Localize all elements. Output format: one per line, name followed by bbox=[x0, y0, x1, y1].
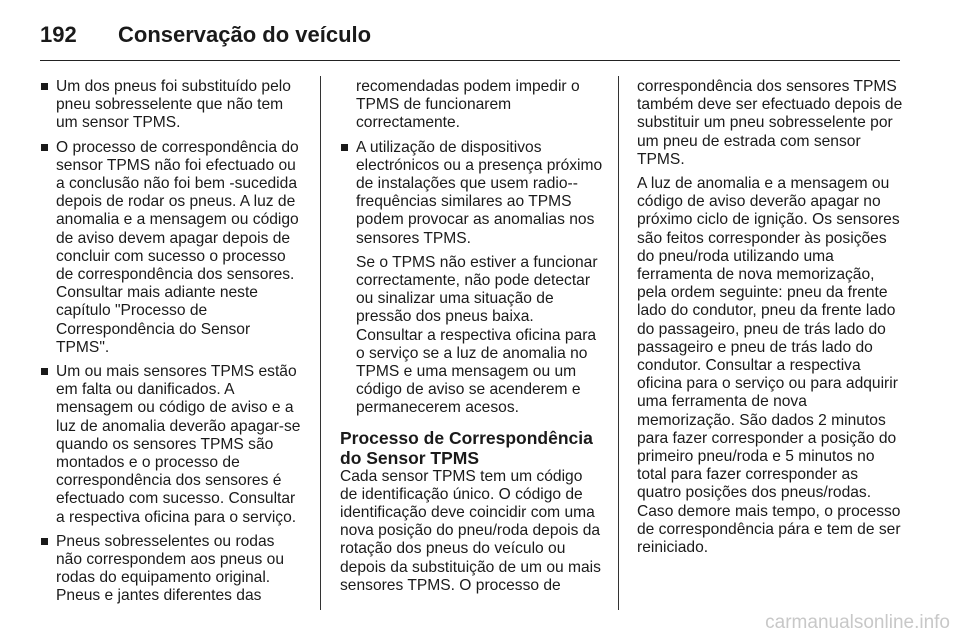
page-header bbox=[40, 18, 371, 52]
list-item: Um dos pneus foi substituído pelo pneu sobresselente que não tem um sensor TPMS. bbox=[40, 78, 304, 133]
list-item: Um ou mais sensores TPMS estão em falta ou danificados. A mensagem ou código de aviso e a luz de anomalia deverão apagar-se quando os sensores TPMS são montados e o processo de correspondência dos sensores é efectuado com sucesso. Consultar a respectiva oficina para o serviço. bbox=[40, 363, 304, 527]
column-divider-2 bbox=[618, 76, 619, 610]
indented-paragraph: Se o TPMS não estiver a funcionar correctamente, não pode detectar ou sinalizar uma situação de pressão dos pneus baixa. Consultar a respectiva oficina para o serviço se a luz de anomalia no TPMS e uma mensagem ou um código de aviso se acenderem e permanecerem acesos. bbox=[356, 253, 598, 417]
header-rule bbox=[40, 60, 900, 61]
column-2 bbox=[340, 78, 604, 601]
page-number: 192 bbox=[40, 22, 77, 47]
chapter-title: Conservação do veículo bbox=[118, 22, 372, 47]
section-heading: Processo de Correspondência do Sensor TPMS bbox=[340, 427, 593, 468]
paragraph: correspondência dos sensores TPMS também deve ser efectuado depois de substituir um pneu sobresselente por um pneu de estrada com sensor TPMS. bbox=[637, 78, 903, 168]
bullet-list bbox=[40, 78, 304, 606]
bullet-list bbox=[340, 139, 604, 248]
list-item: Pneus sobresselentes ou rodas não correspondem aos pneus ou rodas do equipamento original. Pneus e jantes diferentes das bbox=[40, 533, 304, 606]
column-3 bbox=[637, 78, 903, 563]
watermark: carmanualsonline.info bbox=[765, 612, 950, 633]
list-item: A utilização de dispositivos electrónicos ou a presença próximo de instalações que usem radio--frequências similares ao TPMS podem provocar as anomalias nos sensores TPMS. bbox=[340, 139, 604, 248]
paragraph: Cada sensor TPMS tem um código de identificação único. O código de identificação deve coincidir com uma nova posição do pneu/roda depois da rotação dos pneus do veículo ou depois da substituição de um ou mais sensores TPMS. O processo de bbox=[340, 467, 601, 594]
column-1 bbox=[40, 78, 304, 612]
column-divider-1 bbox=[320, 76, 321, 610]
paragraph: A luz de anomalia e a mensagem ou código de aviso deverão apagar no próximo ciclo de ignição. Os sensores são feitos corresponder às posições do pneu/roda utilizando uma ferramenta de nova memorização, pela ordem seguinte: pneu da frente lado do condutor, pneu da frente lado do passageiro, pneu de trás lado do passageiro e pneu de trás lado do condutor. Consultar a respectiva oficina para o serviço ou para adquirir uma ferramenta de nova memorização. São dados 2 minutos para fazer corresponder a posição do primeiro pneu/roda e 5 minutos no total para fazer corresponder as quatro posições dos pneus/rodas. Caso demore mais tempo, o processo de correspondência pára e tem de ser reiniciado. bbox=[637, 175, 901, 557]
continuation-text: recomendadas podem impedir o TPMS de funcionarem correctamente. bbox=[356, 78, 580, 132]
list-item: O processo de correspondência do sensor TPMS não foi efectuado ou a conclusão não foi bem -sucedida depois de rodar os pneus. A luz de anomalia e a mensagem ou código de aviso devem apagar depois de concluir com sucesso o processo de correspondência dos sensores. Consultar mais adiante neste capítulo "Processo de Correspondência do Sensor TPMS". bbox=[40, 139, 304, 357]
